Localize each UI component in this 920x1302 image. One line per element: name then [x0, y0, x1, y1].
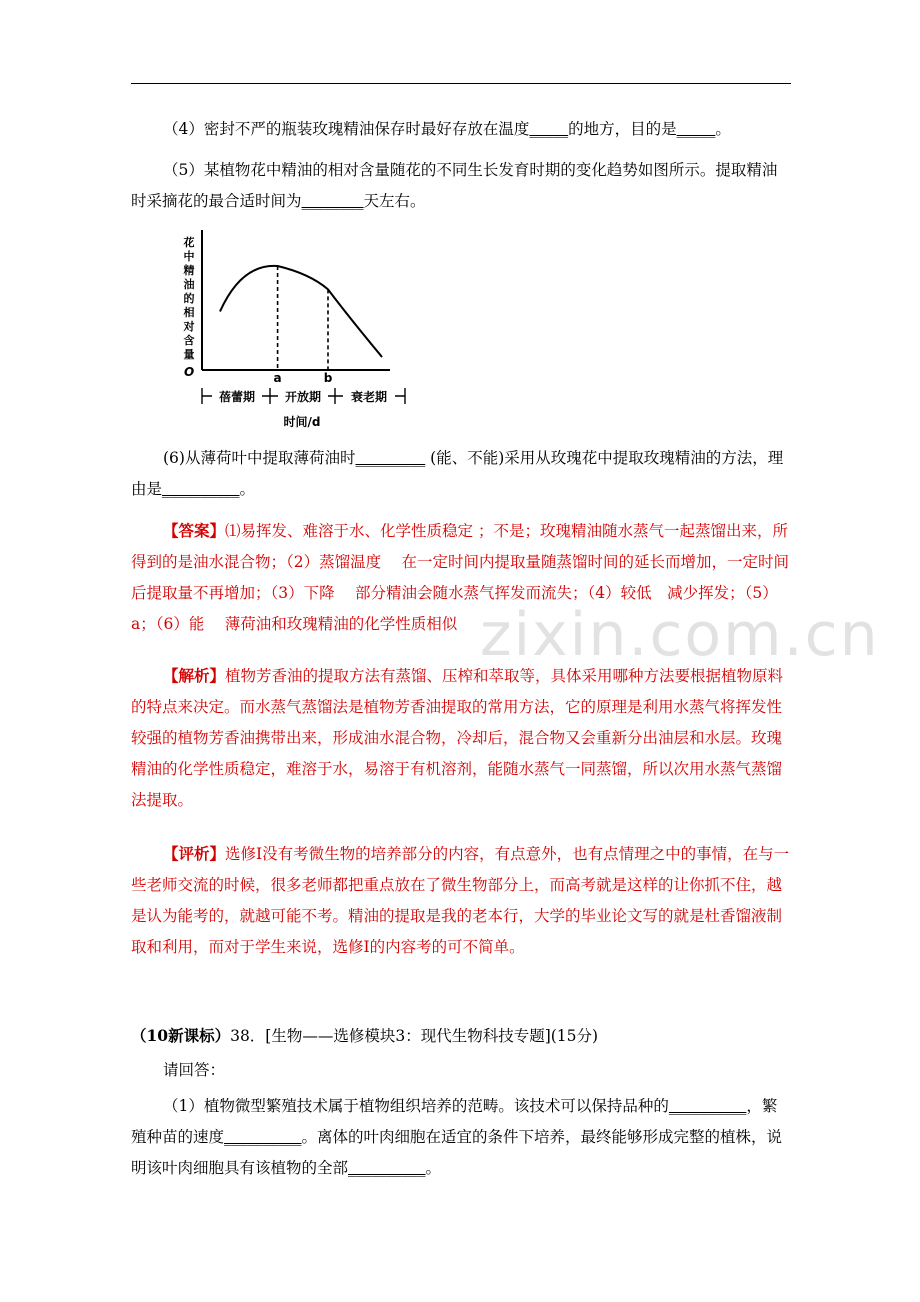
question-38-1: （1）植物微型繁殖技术属于植物组织培养的范畴。该技术可以保持品种的__________，繁殖种苗的速度__________。离体的叶肉细胞在适宜的条件下培养，最终能够形成完整的植株，说明该叶肉细胞具有该植物的全部__________。: [131, 1097, 783, 1177]
comment-tag: 【评析】: [163, 844, 226, 863]
x-mark-b: b: [323, 371, 333, 385]
stage-label-decline: 衰老期: [350, 390, 388, 404]
oil-content-chart: [180, 224, 420, 434]
blank: __________: [224, 1128, 302, 1146]
x-mark-a: a: [273, 371, 282, 385]
blank: _____: [529, 120, 569, 138]
header-rule: [131, 83, 791, 84]
blank: ________: [301, 192, 364, 210]
blank: _____: [676, 120, 716, 138]
x-axis-label: 时间/d: [283, 415, 321, 429]
analysis-block: 【解析】植物芳香油的提取方法有蒸馏、压榨和萃取等，具体采用哪种方法要根据植物原料的特点来决定。而水蒸气蒸馏法是植物芳香油提取的常用方法，它的原理是利用水蒸气将挥发性较强的植物芳香油携带出来，形成油水混合物，冷却后，混合物又会重新分出油层和水层。玫瑰精油的化学性质稳定，难溶于水，易溶于有机溶剂，能随水蒸气一同蒸馏，所以次用水蒸气蒸馏法提取。: [131, 666, 784, 809]
please-answer: 请回答：: [163, 1061, 226, 1079]
question-6: (6)从薄荷叶中提取薄荷油时_________ (能、不能)采用从玫瑰花中提取玫瑰精油的方法，理由是__________。: [131, 449, 784, 498]
blank: _________: [355, 449, 426, 467]
blank: __________: [162, 480, 240, 498]
question-4: （4）密封不严的瓶装玫瑰精油保存时最好存放在温度_____的地方，目的是_____。: [163, 120, 731, 138]
watermark: zixin.com.cn: [480, 600, 880, 670]
answer-tag: 【答案】: [163, 521, 226, 540]
origin-label: O: [184, 365, 195, 379]
oil-curve: [220, 266, 382, 357]
blank: __________: [348, 1159, 426, 1177]
stage-label-bud: 蓓蕾期: [218, 390, 256, 404]
stage-label-bloom: 开放期: [284, 390, 322, 404]
answer-block: 【答案】⑴易挥发、难溶于水、化学性质稳定 ；不是；玫瑰精油随水蒸气一起蒸馏出来，所得到的是油水混合物；（2）蒸馏温度 在一定时间内提取量随蒸馏时间的延长而增加，一定时间后提取量不再增加；（3）下降 部分精油会随水蒸气挥发而流失；（4）较低 减少挥发；（5）a；（6）能 薄荷油和玫瑰精油的化学性质相似: [131, 521, 790, 633]
chart-y-label: 花中精油的相对含量: [183, 236, 195, 361]
question-5: （5）某植物花中精油的相对含量随花的不同生长发育时期的变化趋势如图所示。提取精油时采摘花的最合适时间为________天左右。: [131, 161, 778, 210]
question-38-title: （10新课标）38．[生物——选修模块3：现代生物科技专题](15分): [131, 1026, 599, 1045]
analysis-tag: 【解析】: [163, 666, 226, 685]
comment-block: 【评析】选修Ⅰ没有考微生物的培养部分的内容，有点意外，也有点情理之中的事情，在与一些老师交流的时候，很多老师都把重点放在了微生物部分上，而高考就是这样的让你抓不住，越是认为能考的，就越可能不考。精油的提取是我的老本行，大学的毕业论文写的就是杜香馏液制取和利用，而对于学生来说，选修Ⅰ的内容考的可不简单。: [131, 844, 790, 956]
blank: __________: [668, 1097, 747, 1115]
